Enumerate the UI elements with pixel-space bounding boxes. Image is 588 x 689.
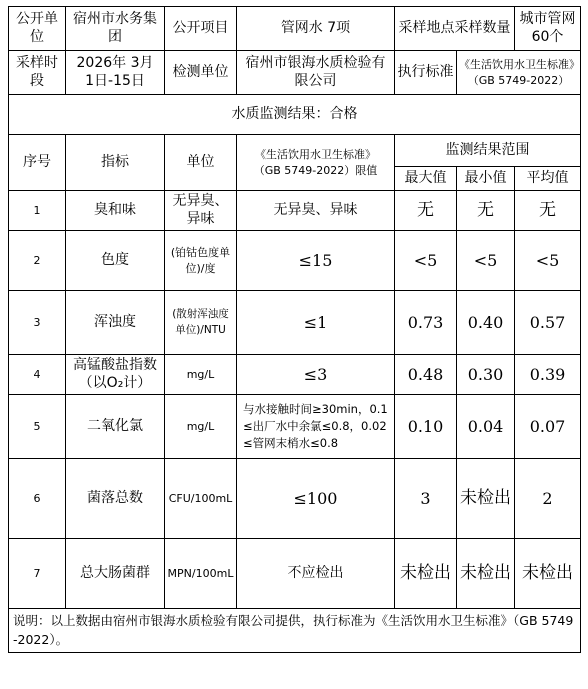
disclosure-item: 管网水 7项	[237, 7, 395, 51]
report-table	[8, 6, 581, 653]
row-max: 未检出	[395, 539, 457, 609]
col-min: 最小值	[457, 167, 515, 191]
disclosure-unit-label: 公开单位	[9, 7, 66, 51]
row-seq: 7	[9, 539, 66, 609]
table-row	[9, 291, 581, 355]
row-max: 0.48	[395, 355, 457, 395]
standard-label: 执行标准	[395, 51, 457, 95]
row-indicator: 总大肠菌群	[66, 539, 165, 609]
col-limit-line2: （GB 5749-2022）限值	[253, 163, 378, 177]
row-min: 未检出	[457, 459, 515, 539]
row-min: <5	[457, 231, 515, 291]
row-limit: ≤100	[237, 459, 395, 539]
row-max: 无	[395, 191, 457, 231]
row-limit: 无异臭、异味	[237, 191, 395, 231]
col-avg: 平均值	[515, 167, 581, 191]
row-indicator: 二氧化氯	[66, 395, 165, 459]
table-row	[9, 355, 581, 395]
row-unit: mg/L	[165, 395, 237, 459]
period-value-line1: 2026年 3月	[76, 55, 154, 71]
row-indicator: 色度	[66, 231, 165, 291]
row-avg: 0.39	[515, 355, 581, 395]
row-seq: 4	[9, 355, 66, 395]
row-avg: 无	[515, 191, 581, 231]
col-limit	[237, 135, 395, 191]
row-indicator: 高锰酸盐指数（以O₂计）	[66, 355, 165, 395]
row-unit: mg/L	[165, 355, 237, 395]
testing-unit-label: 检测单位	[165, 51, 237, 95]
row-indicator: 菌落总数	[66, 459, 165, 539]
disclosure-item-label: 公开项目	[165, 7, 237, 51]
row-seq: 6	[9, 459, 66, 539]
row-max: 3	[395, 459, 457, 539]
standard-value	[457, 51, 581, 95]
table-row	[9, 539, 581, 609]
col-unit: 单位	[165, 135, 237, 191]
row-avg: 2	[515, 459, 581, 539]
row-seq: 3	[9, 291, 66, 355]
note-row	[9, 609, 581, 653]
row-max: 0.73	[395, 291, 457, 355]
row-min: 0.30	[457, 355, 515, 395]
disclosure-unit: 宿州市水务集团	[66, 7, 165, 51]
header-row-2	[9, 51, 581, 95]
column-header-row-1	[9, 135, 581, 167]
row-unit: MPN/100mL	[165, 539, 237, 609]
row-unit: (散射浑浊度单位)/NTU	[165, 291, 237, 355]
row-avg: <5	[515, 231, 581, 291]
result-banner-row	[9, 95, 581, 135]
row-limit: 与水接触时间≥30min，0.1≤出厂水中余氯≤0.8，0.02≤管网末梢水≤0.8	[237, 395, 395, 459]
row-seq: 1	[9, 191, 66, 231]
row-indicator: 浑浊度	[66, 291, 165, 355]
table-row	[9, 231, 581, 291]
row-seq: 2	[9, 231, 66, 291]
row-avg: 0.57	[515, 291, 581, 355]
row-indicator: 臭和味	[66, 191, 165, 231]
testing-unit: 宿州市银海水质检验有限公司	[237, 51, 395, 95]
col-seq: 序号	[9, 135, 66, 191]
sampling-value: 城市管网60个	[515, 7, 581, 51]
row-min: 无	[457, 191, 515, 231]
col-limit-line1: 《生活饮用水卫生标准》	[255, 147, 376, 161]
row-min: 0.40	[457, 291, 515, 355]
row-avg: 未检出	[515, 539, 581, 609]
col-indicator: 指标	[66, 135, 165, 191]
row-limit: 不应检出	[237, 539, 395, 609]
col-max: 最大值	[395, 167, 457, 191]
table-row	[9, 395, 581, 459]
period-label: 采样时段	[9, 51, 66, 95]
row-unit: 无异臭、异味	[165, 191, 237, 231]
row-min: 未检出	[457, 539, 515, 609]
result-banner: 水质监测结果：合格	[9, 95, 581, 135]
water-quality-report	[8, 6, 580, 653]
header-row-1	[9, 7, 581, 51]
sampling-label: 采样地点采样数量	[395, 7, 515, 51]
row-avg: 0.07	[515, 395, 581, 459]
row-unit: CFU/100mL	[165, 459, 237, 539]
row-limit: ≤1	[237, 291, 395, 355]
col-range: 监测结果范围	[395, 135, 581, 167]
standard-line1: 《生活饮用水卫生标准》	[459, 57, 580, 71]
row-seq: 5	[9, 395, 66, 459]
period-value	[66, 51, 165, 95]
report-note: 说明：以上数据由宿州市银海水质检验有限公司提供，执行标准为《生活饮用水卫生标准》（GB 5749-2022）。	[9, 609, 581, 653]
row-limit: ≤15	[237, 231, 395, 291]
period-value-line2: 1日-15日	[85, 72, 145, 89]
table-row	[9, 191, 581, 231]
table-row	[9, 459, 581, 539]
row-min: 0.04	[457, 395, 515, 459]
row-limit: ≤3	[237, 355, 395, 395]
standard-line2: （GB 5749-2022）	[467, 73, 570, 87]
row-max: 0.10	[395, 395, 457, 459]
row-max: <5	[395, 231, 457, 291]
row-unit: (铂钴色度单位)/度	[165, 231, 237, 291]
